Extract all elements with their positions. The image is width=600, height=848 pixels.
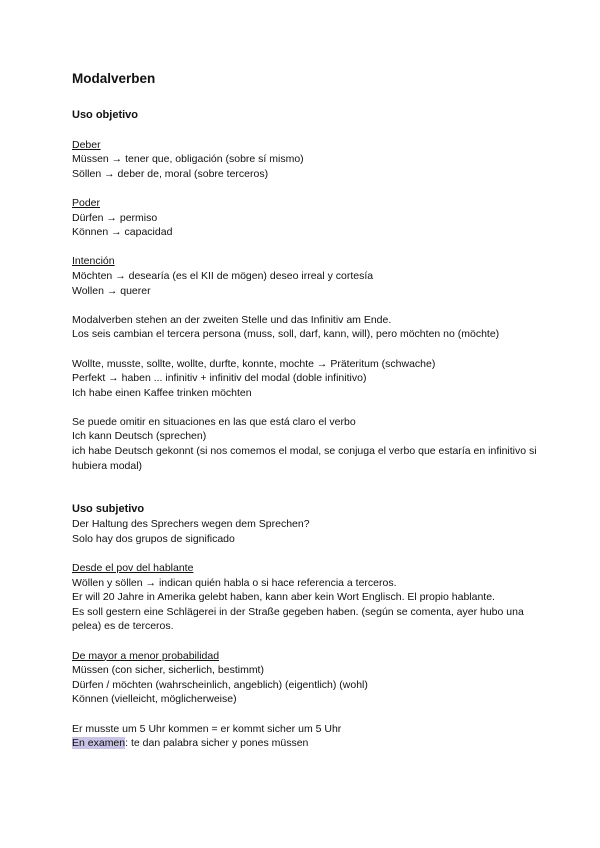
text-line: Ich kann Deutsch (sprechen): [72, 430, 207, 443]
text-line: Wollte, musste, sollte, wollte, durfte, konnte, mochte → Präteritum (schwache): [72, 357, 436, 370]
text-line: Er will 20 Jahre in Amerika gelebt haben, kann aber kein Wort Englisch. El propio hablante.: [72, 591, 495, 604]
text-line: Solo hay dos grupos de significado: [72, 532, 235, 545]
text-line: Los seis cambian el tercera persona (muss, soll, darf, kann, will), pero möchten no (möchte): [72, 328, 500, 341]
subheading-deber: Deber: [72, 138, 101, 151]
text-line: Perfekt → haben ... infinitiv + infinitiv del modal (doble infinitivo): [72, 372, 367, 385]
subheading-poder: Poder: [72, 196, 101, 209]
subheading-intencion: Intención: [72, 255, 115, 268]
text-line: Dürfen → permiso: [72, 211, 158, 224]
text-paragraph: ich habe Deutsch gekonnt (si nos comemos el modal, se conjuga el verbo que estaría en infinitivo si hubiera modal): [72, 445, 537, 472]
text-paragraph: Es soll gestern eine Schlägerei in der Straße gegeben haben. (según se comenta, ayer hubo una pelea) es de terceros.: [72, 605, 524, 633]
text-line: Müssen → tener que, obligación (sobre sí mismo): [72, 153, 304, 166]
subheading-pov: Desde el pov del hablante: [72, 562, 194, 575]
text-line: Ich habe einen Kaffee trinken möchten: [72, 386, 252, 399]
text-line: Der Haltung des Sprechers wegen dem Sprechen?: [72, 518, 310, 531]
text-line: Se puede omitir en situaciones en las que está claro el verbo: [72, 415, 356, 428]
text-line: Können → capacidad: [72, 226, 173, 239]
text-line: Möchten → desearía (es el KII de mögen) deseo irreal y cortesía: [72, 269, 374, 282]
text-line: Er musste um 5 Uhr kommen = er kommt sicher um 5 Uhr: [72, 722, 342, 735]
subheading-probability: De mayor a menor probabilidad: [72, 649, 220, 662]
section-heading-subjective: Uso subjetivo: [72, 503, 145, 516]
text-line: Können (vielleicht, möglicherweise): [72, 693, 237, 706]
text-line: Söllen → deber de, moral (sobre terceros): [72, 167, 269, 180]
text-line: Müssen (con sicher, sicherlich, bestimmt): [72, 664, 264, 677]
highlighted-text: En examen: [72, 737, 126, 750]
text-line: Dürfen / möchten (wahrscheinlich, angeblich) (eigentlich) (wohl): [72, 678, 368, 691]
text-line: Modalverben stehen an der zweiten Stelle und das Infinitiv am Ende.: [72, 313, 392, 326]
document-page: [72, 70, 542, 751]
document-title: Modalverben: [72, 71, 156, 86]
exam-note: [72, 736, 542, 751]
exam-note-text: : te dan palabra sicher y pones müssen: [125, 737, 309, 750]
text-line: Wollen → querer: [72, 284, 151, 297]
text-line: Wöllen y söllen → indican quién habla o si hace referencia a terceros.: [72, 576, 397, 589]
section-heading-objective: Uso objetivo: [72, 109, 139, 121]
